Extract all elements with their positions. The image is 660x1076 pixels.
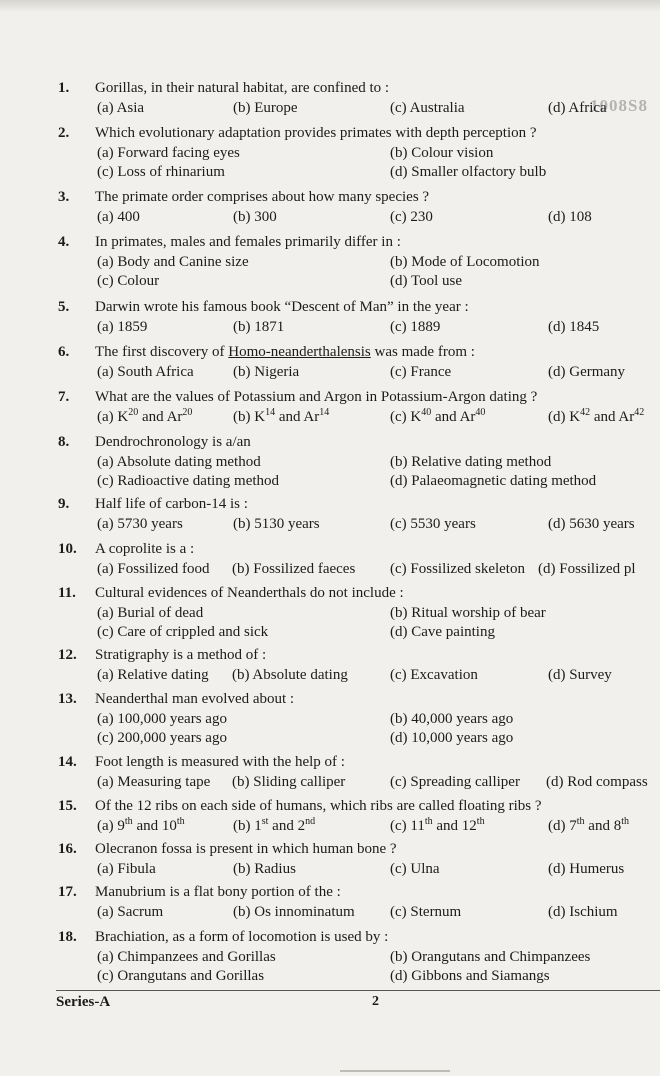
option-b: (b) Radius (233, 861, 296, 877)
option-a: (a) 400 (97, 209, 140, 225)
option-a: (a) Relative dating (97, 667, 209, 683)
option-a: (a) 1859 (97, 319, 148, 335)
option-c: (c) Orangutans and Gorillas (97, 968, 265, 984)
option-a: (a) 100,000 years ago (97, 711, 227, 727)
species-name: Homo-neanderthalensis (228, 344, 371, 360)
question-number: 12. (58, 647, 77, 663)
question-number: 5. (58, 299, 70, 315)
option-d: (d) Ischium (548, 904, 618, 920)
question-number: 16. (58, 841, 77, 857)
question-stem: Olecranon fossa is present in which human bone ? (95, 841, 397, 857)
question-stem: Half life of carbon-14 is : (95, 496, 248, 512)
option-d: (d) Survey (548, 667, 612, 683)
question-number: 4. (58, 234, 70, 250)
option-b: (b) Mode of Locomotion (390, 254, 540, 270)
option-b: (b) Absolute dating (232, 667, 348, 683)
option-c: (c) Ulna (390, 861, 440, 877)
question-stem: A coprolite is a : (95, 541, 195, 557)
option-d: (d) Fossilized pl (538, 561, 636, 577)
option-b: (b) Fossilized faeces (232, 561, 356, 577)
question-stem: The first discovery of Homo-neanderthalensis was made from : (95, 344, 475, 360)
footer-divider (56, 990, 660, 991)
question-stem: Cultural evidences of Neanderthals do not include : (95, 585, 404, 601)
option-c: (c) Spreading calliper (390, 774, 520, 790)
option-d: (d) Tool use (390, 273, 462, 289)
series-label: Series-A (56, 994, 111, 1010)
option-c: (c) 200,000 years ago (97, 730, 227, 746)
option-d: (d) Palaeomagnetic dating method (390, 473, 597, 489)
question-number: 2. (58, 125, 70, 141)
question-stem: The primate order comprises about how many species ? (95, 189, 430, 205)
option-b: (b) Colour vision (390, 145, 494, 161)
option-d: (d) Rod compass (546, 774, 648, 790)
question-stem: Dendrochronology is a/an (95, 434, 251, 450)
page-number: 2 (372, 994, 379, 1009)
question-stem: Brachiation, as a form of locomotion is used by : (95, 929, 389, 945)
option-a: (a) 9th and 10th (97, 816, 185, 834)
option-a: (a) 5730 years (97, 516, 183, 532)
question-stem: Neanderthal man evolved about : (95, 691, 295, 707)
option-a: (a) Fossilized food (97, 561, 210, 577)
option-d: (d) 7th and 8th (548, 816, 629, 834)
option-c: (c) Radioactive dating method (97, 473, 280, 489)
question-stem: Manubrium is a flat bony portion of the : (95, 884, 341, 900)
question-stem: Darwin wrote his famous book “Descent of Man” in the year : (95, 299, 469, 315)
question-number: 1. (58, 80, 70, 96)
option-c: (c) France (390, 364, 452, 380)
question-number: 9. (58, 496, 70, 512)
option-c: (c) 1889 (390, 319, 441, 335)
option-a: (a) South Africa (97, 364, 194, 380)
option-b: (b) 1st and 2nd (233, 816, 316, 834)
option-c: (c) 11th and 12th (390, 816, 485, 834)
question-stem: Of the 12 ribs on each side of humans, which ribs are called floating ribs ? (95, 798, 542, 814)
option-c: (c) 5530 years (390, 516, 476, 532)
question-number: 7. (58, 389, 70, 405)
question-number: 8. (58, 434, 70, 450)
option-a: (a) Measuring tape (97, 774, 211, 790)
option-c: (c) Fossilized skeleton (390, 561, 525, 577)
stamp-number: 1008S8 (590, 96, 648, 115)
option-b: (b) 1871 (233, 319, 285, 335)
question-stem: Stratigraphy is a method of : (95, 647, 267, 663)
option-c: (c) Colour (97, 273, 160, 289)
question-number: 11. (58, 585, 76, 601)
scan-edge-shadow (0, 0, 660, 12)
question-stem: Which evolutionary adaptation provides primates with depth perception ? (95, 125, 537, 141)
option-d: (d) Smaller olfactory bulb (390, 164, 547, 180)
option-a: (a) Sacrum (97, 904, 164, 920)
option-c: (c) Excavation (390, 667, 478, 683)
question-number: 10. (58, 541, 77, 557)
option-b: (b) Orangutans and Chimpanzees (390, 949, 591, 965)
option-b: (b) 5130 years (233, 516, 320, 532)
option-c: (c) 230 (390, 209, 433, 225)
question-number: 3. (58, 189, 70, 205)
question-number: 6. (58, 344, 70, 360)
option-b: (b) 40,000 years ago (390, 711, 514, 727)
option-d: (d) Germany (548, 364, 626, 380)
question-number: 13. (58, 691, 77, 707)
option-b: (b) Sliding calliper (232, 774, 346, 790)
scan-edge-mark (340, 1070, 450, 1072)
option-b: (b) Ritual worship of bear (390, 605, 546, 621)
option-a: (a) $K^{20}$ and Ar$^{20}$ (97, 407, 193, 425)
option-b: (b) Relative dating method (390, 454, 552, 470)
option-d: (d) Cave painting (390, 624, 495, 640)
question-stem: Gorillas, in their natural habitat, are confined to : (95, 80, 390, 96)
option-c: (c) Australia (390, 100, 465, 116)
option-b: (b) Europe (233, 100, 298, 116)
question-stem: Foot length is measured with the help of : (95, 754, 345, 770)
option-a: (a) Body and Canine size (97, 254, 249, 270)
option-d: (d) Gibbons and Siamangs (390, 968, 550, 984)
option-c: (c) $K^{40}$ and Ar$^{40}$ (390, 407, 486, 425)
option-a: (a) Absolute dating method (97, 454, 261, 470)
question-number: 18. (58, 929, 77, 945)
option-a: (a) Burial of dead (97, 605, 204, 621)
option-d: (d) 5630 years (548, 516, 635, 532)
option-b: (b) Os innominatum (233, 904, 355, 920)
option-c: (c) Sternum (390, 904, 462, 920)
option-b: (b) 300 (233, 209, 277, 225)
option-a: (a) Asia (97, 100, 145, 116)
option-a: (a) Chimpanzees and Gorillas (97, 949, 276, 965)
option-d: (d) Humerus (548, 861, 625, 877)
option-d: (d) 1845 (548, 319, 600, 335)
option-a: (a) Fibula (97, 861, 156, 877)
option-c: (c) Care of crippled and sick (97, 624, 269, 640)
question-number: 15. (58, 798, 77, 814)
option-d: (d) $K^{42}$ and Ar$^{42}$ (548, 407, 645, 425)
option-d: (d) Africa (548, 100, 607, 116)
question-stem: In primates, males and females primarily differ in : (95, 234, 401, 250)
option-d: (d) 108 (548, 209, 592, 225)
question-number: 17. (58, 884, 77, 900)
option-b: (b) Nigeria (233, 364, 300, 380)
option-d: (d) 10,000 years ago (390, 730, 514, 746)
question-stem: What are the values of Potassium and Argon in Potassium-Argon dating ? (95, 389, 538, 405)
option-c: (c) Loss of rhinarium (97, 164, 225, 180)
option-b: (b) $K^{14}$ and Ar$^{14}$ (233, 407, 330, 425)
option-a: (a) Forward facing eyes (97, 145, 240, 161)
question-number: 14. (58, 754, 77, 770)
